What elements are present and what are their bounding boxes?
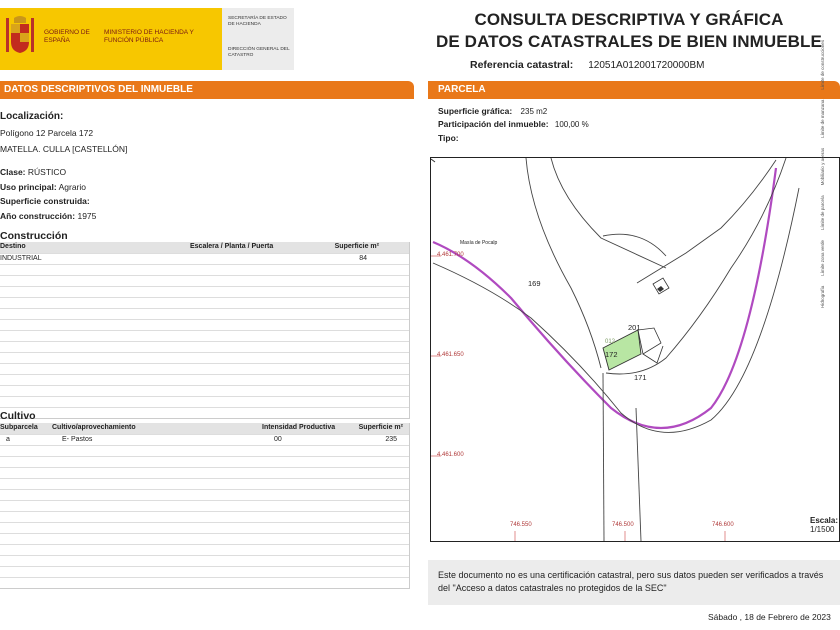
cell-superficie-cultivo: 235 xyxy=(385,436,397,443)
document-date: Sábado , 18 de Febrero de 2023 xyxy=(708,612,831,622)
header-destino: Destino xyxy=(0,243,26,250)
scale-value: 1/1500 xyxy=(810,525,835,534)
table-row xyxy=(0,253,409,264)
cultivo-table xyxy=(0,423,410,589)
localizacion-line2: MATELLA. CULLA [CASTELLÓN] xyxy=(0,144,128,154)
superficie-grafica-label: Superficie gráfica: xyxy=(438,106,513,116)
ref-label: Referencia catastral: xyxy=(470,59,574,71)
scale-box xyxy=(810,516,838,534)
table-row xyxy=(0,522,409,533)
anio-value: 1975 xyxy=(77,211,97,221)
header-intensidad: Intensidad Productiva xyxy=(262,424,336,431)
parcel-172-label: 172 xyxy=(605,350,618,359)
secretaria-label: SECRETARÍA DE ESTADO DE HACIENDA xyxy=(228,16,287,27)
table-row xyxy=(0,297,409,308)
table-row xyxy=(0,511,409,522)
legend-item: Mobiliario y aceras xyxy=(820,147,825,186)
construccion-title: Construcción xyxy=(0,230,68,242)
masia-label: Masía de Pocalp xyxy=(460,240,498,246)
header-superficie-cultivo: Superficie m² xyxy=(358,424,403,431)
scale-label: Escala: xyxy=(810,516,839,525)
table-row xyxy=(0,467,409,478)
header-subparcela: Subparcela xyxy=(0,424,38,431)
header-escalera: Escalera / Planta / Puerta xyxy=(190,243,274,250)
coord-x-550: 746.550 xyxy=(510,522,532,528)
clase-label: Clase: xyxy=(0,167,26,177)
table-row xyxy=(0,407,409,418)
header-cultivo: Cultivo/aprovechamiento xyxy=(52,424,136,431)
table-row xyxy=(0,308,409,319)
boundary-line xyxy=(433,168,776,428)
table-row xyxy=(0,396,409,407)
legend-item: Límite zona verde xyxy=(820,239,825,276)
disclaimer-note: Este documento no es una certificación catastral, pero sus datos pueden ser verificados a través del "Acceso a datos catastrales no protegidos de la SEC" xyxy=(428,560,840,605)
tipo-label: Tipo: xyxy=(438,133,459,143)
referencia-catastral xyxy=(470,59,704,71)
legend-item: Límite de parcela xyxy=(820,195,825,230)
table-row xyxy=(0,456,409,467)
parcel-map[interactable] xyxy=(430,157,840,542)
header-superficie: Superficie m² xyxy=(334,243,379,250)
clase-value: RÚSTICO xyxy=(27,167,67,177)
table-row xyxy=(0,566,409,577)
superficie-grafica-value: 235 m2 xyxy=(520,107,548,116)
table-row xyxy=(0,544,409,555)
cell-intensidad: 00 xyxy=(274,436,282,443)
table-row xyxy=(0,577,409,588)
gobierno-label: GOBIERNO DE ESPAÑA xyxy=(44,29,90,44)
table-row xyxy=(0,478,409,489)
table-row xyxy=(0,555,409,566)
parcel-201-label: 201 xyxy=(628,323,641,332)
cell-destino: INDUSTRIAL xyxy=(0,255,42,262)
participacion-label: Participación del inmueble: xyxy=(438,119,549,129)
coat-of-arms-icon xyxy=(2,14,38,60)
cultivo-table-header xyxy=(0,423,409,434)
table-row xyxy=(0,434,409,445)
cell-superficie: 84 xyxy=(359,255,367,262)
coord-y-700: 4.461.700 xyxy=(437,252,464,258)
table-row xyxy=(0,275,409,286)
table-row xyxy=(0,500,409,511)
parcel-map-drawing xyxy=(431,158,839,541)
localizacion-label: Localización: xyxy=(0,111,64,122)
table-row xyxy=(0,489,409,500)
subparcel-label: 012 xyxy=(605,339,616,345)
table-row xyxy=(0,330,409,341)
parcel-169-label: 169 xyxy=(528,279,541,288)
table-row xyxy=(0,319,409,330)
uso-value: Agrario xyxy=(58,182,86,192)
page-title xyxy=(430,9,828,53)
section-bar-parcela: PARCELA xyxy=(428,81,840,99)
title-line-1: CONSULTA DESCRIPTIVA Y GRÁFICA xyxy=(474,10,784,29)
path-line xyxy=(636,408,641,541)
anio-label: Año construcción: xyxy=(0,211,76,221)
table-row xyxy=(0,352,409,363)
cultivo-title: Cultivo xyxy=(0,410,36,422)
anio-row xyxy=(0,211,96,221)
table-row xyxy=(0,385,409,396)
cell-cultivo: E- Pastos xyxy=(62,436,93,443)
direccion-label: DIRECCIÓN GENERAL DEL CATASTRO xyxy=(228,47,290,58)
coord-x-600: 746.600 xyxy=(712,522,734,528)
coord-y-650: 4.461.650 xyxy=(437,352,464,358)
parcel-171-label: 171 xyxy=(634,373,647,382)
legend-item: Límite de manzana xyxy=(820,99,825,138)
participacion-value: 100,00 % xyxy=(554,120,589,129)
table-row xyxy=(0,445,409,456)
coord-x-500: 746.500 xyxy=(612,522,634,528)
table-row xyxy=(0,363,409,374)
road-line xyxy=(551,158,666,268)
coord-y-600: 4.461.600 xyxy=(437,452,464,458)
legend-item: Hidrografía xyxy=(820,285,825,308)
localizacion-line1: Polígono 12 Parcela 172 xyxy=(0,128,94,138)
legend-item: Límite de construcciones xyxy=(820,39,825,90)
uso-label: Uso principal: xyxy=(0,182,57,192)
clase-row xyxy=(0,167,66,177)
table-row xyxy=(0,286,409,297)
table-row xyxy=(0,264,409,275)
table-row xyxy=(0,533,409,544)
title-line-2: DE DATOS CATASTRALES DE BIEN INMUEBLE xyxy=(436,32,822,51)
superficie-construida-label: Superficie construida: xyxy=(0,196,90,206)
table-row xyxy=(0,341,409,352)
map-legend xyxy=(812,39,840,515)
uso-row xyxy=(0,182,86,192)
superficie-grafica-row xyxy=(438,106,547,116)
section-bar-datos: DATOS DESCRIPTIVOS DEL INMUEBLE xyxy=(0,81,414,99)
participacion-row xyxy=(438,119,589,129)
construccion-table-header xyxy=(0,242,409,253)
cell-subparcela: a xyxy=(6,436,10,443)
ref-value: 12051A012001720000BM xyxy=(588,60,705,71)
table-row xyxy=(0,374,409,385)
construccion-table xyxy=(0,242,410,419)
ministerio-label: MINISTERIO DE HACIENDA Y FUNCIÓN PÚBLICA xyxy=(104,29,194,44)
